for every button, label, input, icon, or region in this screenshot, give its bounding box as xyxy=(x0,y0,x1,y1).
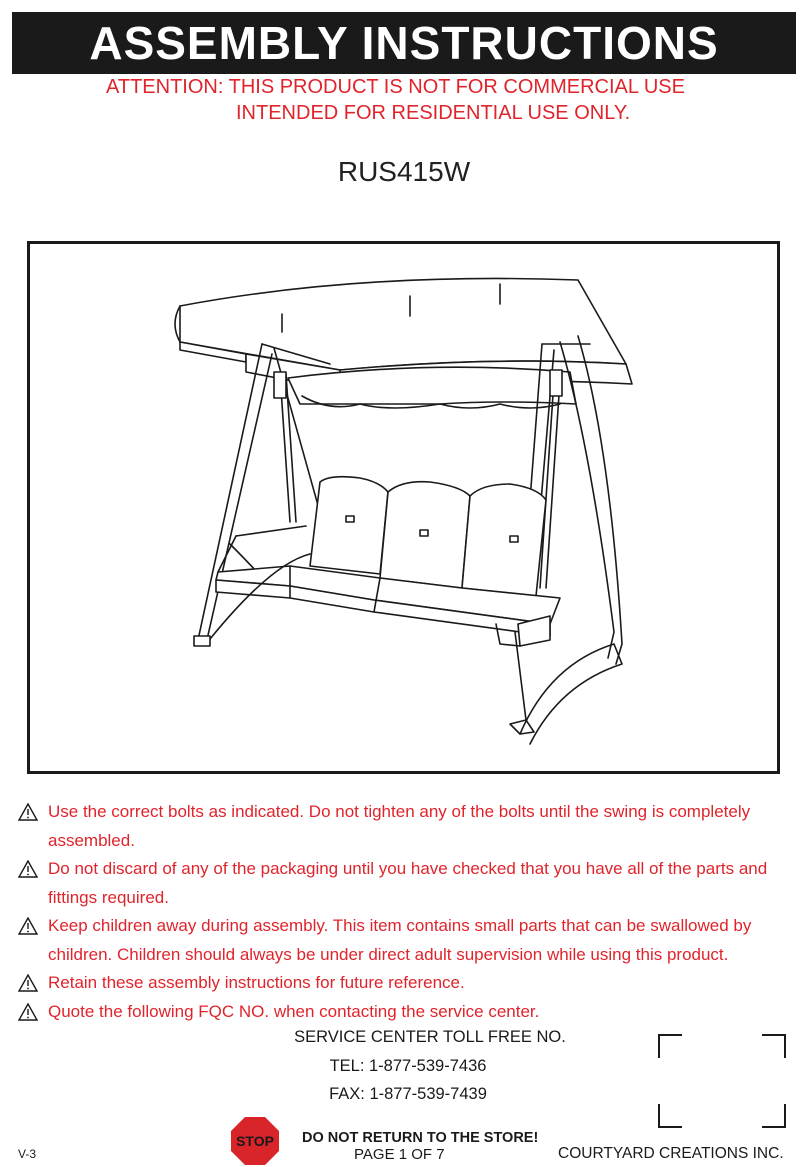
attention-line-1: ATTENTION: THIS PRODUCT IS NOT FOR COMMERCIAL USE xyxy=(106,76,685,98)
stop-sign-label: STOP xyxy=(236,1133,274,1149)
warning-item xyxy=(18,912,798,969)
warning-text: Do not discard of any of the packaging until you have checked that you have all of the parts and fittings required. xyxy=(48,859,768,907)
service-heading: SERVICE CENTER TOLL FREE NO. xyxy=(294,1028,566,1046)
do-not-return-notice: DO NOT RETURN TO THE STORE! xyxy=(302,1130,539,1146)
warning-item xyxy=(18,798,798,855)
page-number: PAGE 1 OF 7 xyxy=(354,1146,445,1163)
fqc-box-corner xyxy=(762,1034,786,1058)
warning-item xyxy=(18,998,798,1027)
service-tel: TEL: 1-877-539-7436 xyxy=(329,1057,487,1075)
warning-list xyxy=(18,798,798,1026)
warning-triangle-icon xyxy=(18,860,38,878)
warning-triangle-icon xyxy=(18,974,38,992)
model-number: RUS415W xyxy=(337,156,471,187)
fqc-box-corner xyxy=(762,1104,786,1128)
warning-triangle-icon xyxy=(18,917,38,935)
product-illustration xyxy=(27,241,780,774)
warning-text: Quote the following FQC NO. when contacting the service center. xyxy=(48,1001,540,1021)
warning-text: Retain these assembly instructions for future reference. xyxy=(48,973,465,992)
warning-text: Keep children away during assembly. This item contains small parts that can be swallowed by children. Children should always be under direct adult supervision while using this product. xyxy=(48,916,752,964)
version-label: V-3 xyxy=(18,1147,37,1161)
fqc-box-corner xyxy=(658,1104,682,1128)
warning-item xyxy=(18,969,798,998)
swing-drawing xyxy=(30,244,777,771)
fqc-box-corner xyxy=(658,1034,682,1058)
page-title: ASSEMBLY INSTRUCTIONS xyxy=(12,12,796,74)
warning-text: Use the correct bolts as indicated. Do not tighten any of the bolts until the swing is completely assembled. xyxy=(48,802,751,850)
attention-line-2: INTENDED FOR RESIDENTIAL USE ONLY. xyxy=(236,102,631,124)
company-name: COURTYARD CREATIONS INC. xyxy=(558,1145,784,1162)
warning-item xyxy=(18,855,798,912)
warning-triangle-icon xyxy=(18,803,38,821)
service-fax: FAX: 1-877-539-7439 xyxy=(329,1085,487,1103)
warning-triangle-icon xyxy=(18,1003,38,1021)
